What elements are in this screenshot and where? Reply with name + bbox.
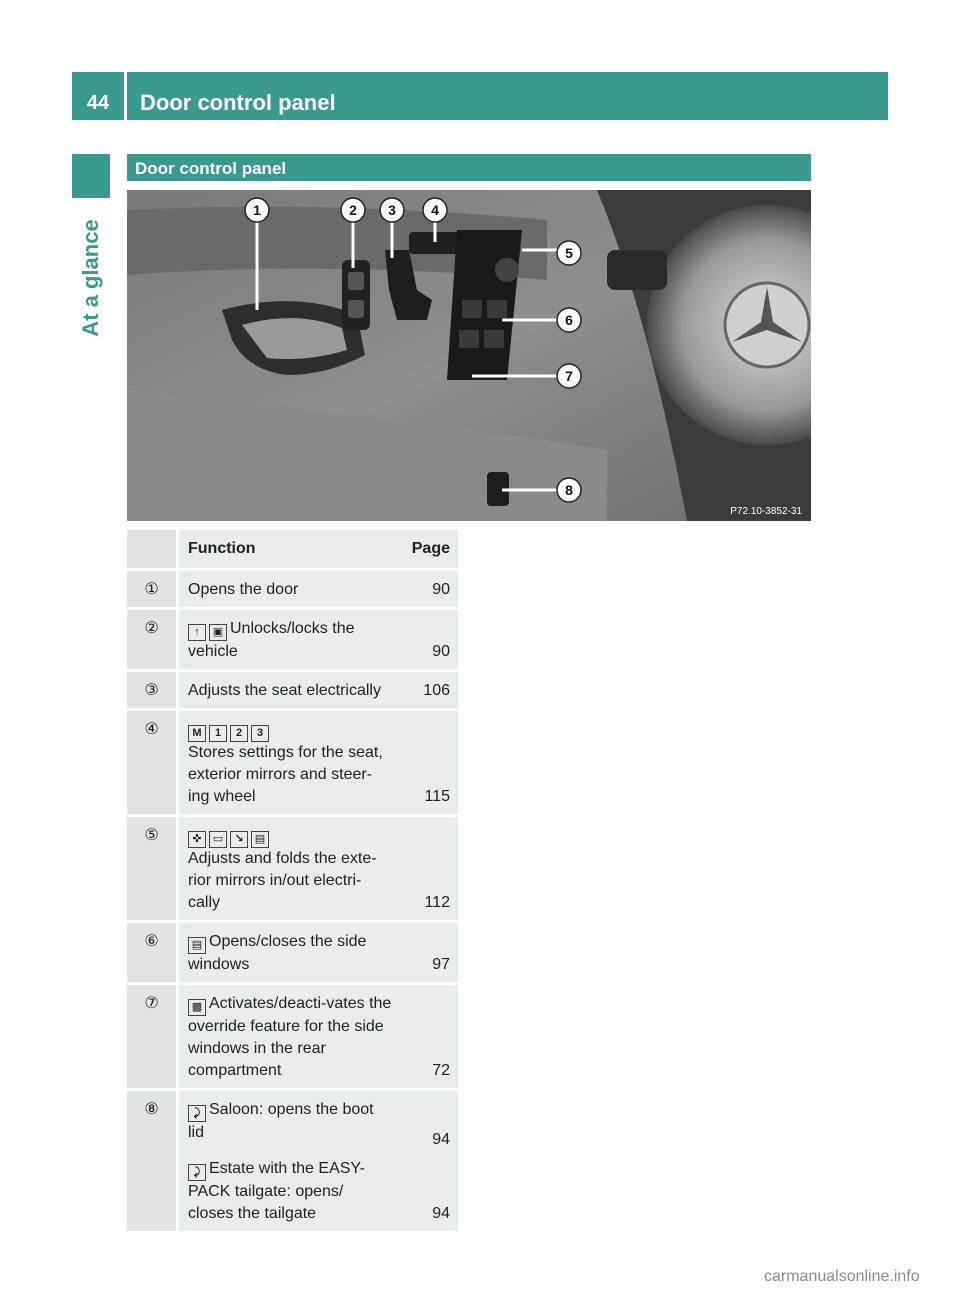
row-function: [178, 671, 393, 710]
header-page: Page: [392, 530, 458, 570]
control-symbol-icon: 2: [230, 725, 248, 742]
table-row: [127, 671, 458, 710]
watermark: carmanualsonline.info: [764, 1268, 920, 1285]
control-symbol-icon: ⤸: [188, 1105, 206, 1122]
function-text: Adjusts and folds the exte-rior mirrors in/out electri-cally: [188, 850, 377, 911]
chapter-label-text: At a glance: [78, 219, 103, 337]
row-page: [392, 1090, 458, 1233]
function-text: Opens/closes the side windows: [188, 933, 367, 973]
row-number: [127, 984, 178, 1090]
row-number: [127, 816, 178, 922]
callout-7: [557, 364, 581, 388]
page-ref: 94: [432, 1131, 450, 1148]
row-number-text: ③: [144, 682, 159, 699]
row-function: [178, 710, 393, 816]
row-page: [392, 671, 458, 710]
table-row: [127, 1090, 458, 1233]
control-symbol-icon: ▩: [188, 999, 206, 1016]
control-symbol-icon: ↑: [188, 624, 206, 641]
control-symbol-icon: ▤: [188, 937, 206, 954]
callout-1: [245, 198, 269, 222]
callout-5: [557, 241, 581, 265]
table-row: [127, 609, 458, 671]
table-row: [127, 984, 458, 1090]
row-function: [178, 570, 393, 609]
row-function: [178, 816, 393, 922]
section-title: Door control panel: [135, 159, 287, 178]
control-symbol-icon: ↘: [230, 831, 248, 848]
callout-4: [423, 198, 447, 222]
table-row: [127, 922, 458, 984]
callout-8: [557, 478, 581, 502]
svg-text:8: 8: [565, 482, 573, 498]
function-description: [188, 711, 392, 814]
control-symbol-icon: ▤: [251, 831, 269, 848]
row-number: [127, 609, 178, 671]
page-ref: 106: [423, 682, 450, 699]
page-ref: 115: [424, 788, 450, 805]
tailgate-icon: ⤸: [188, 1164, 206, 1181]
row-number: [127, 570, 178, 609]
row-number: [127, 922, 178, 984]
figure-code: P72.10-3852-31: [730, 506, 802, 517]
row-number: [127, 710, 178, 816]
function-description: [188, 1091, 392, 1150]
chapter-label: [72, 210, 110, 345]
function-text: Stores settings for the seat, exterior mirrors and steer-ing wheel: [188, 744, 383, 805]
chapter-tab: [72, 154, 110, 198]
section-header: [127, 154, 811, 181]
header-title: Door control panel: [140, 90, 336, 115]
table-row: [127, 816, 458, 922]
function-text-extra: Estate with the EASY-PACK tailgate: opens/ closes the tailgate: [188, 1160, 365, 1222]
table-header-row: [127, 530, 458, 570]
row-number: [127, 671, 178, 710]
control-symbol-icon: ▣: [209, 624, 227, 641]
door-panel-figure: [127, 190, 811, 521]
row-number-text: ①: [144, 581, 159, 598]
page-ref-extra: 94: [432, 1205, 450, 1222]
function-text: Adjusts the seat electrically: [188, 682, 381, 699]
svg-text:6: 6: [565, 312, 573, 328]
svg-text:3: 3: [388, 202, 396, 218]
row-number-text: ⑥: [144, 933, 159, 950]
page-ref: 97: [432, 956, 450, 973]
row-number: [127, 1090, 178, 1233]
function-text: Opens the door: [188, 581, 299, 598]
control-symbol-icon: 1: [209, 725, 227, 742]
row-page: [392, 570, 458, 609]
control-symbol-icon: ✜: [188, 831, 206, 848]
svg-text:2: 2: [349, 202, 357, 218]
table-row: [127, 710, 458, 816]
function-text: Activates/deacti-vates the override feature for the side windows in the rear compartment: [188, 995, 392, 1079]
header-function: Function: [178, 530, 393, 570]
function-description: [188, 610, 392, 669]
function-description: [188, 923, 392, 982]
row-page: [392, 922, 458, 984]
row-number-text: ②: [144, 620, 159, 637]
page-ref: 90: [432, 581, 450, 598]
svg-text:7: 7: [565, 368, 573, 384]
control-symbol-icon: ▭: [209, 831, 227, 848]
function-description: [188, 817, 392, 920]
row-page: [392, 816, 458, 922]
row-page: [392, 609, 458, 671]
function-description: [188, 571, 392, 607]
row-page: [392, 984, 458, 1090]
control-symbol-icon: 3: [251, 725, 269, 742]
function-text: Unlocks/locks the vehicle: [188, 620, 355, 660]
page-ref: 90: [432, 643, 450, 660]
function-description-extra: [188, 1150, 392, 1231]
row-function: [178, 984, 393, 1090]
header-divider: [124, 72, 127, 120]
callout-2: [341, 198, 365, 222]
svg-text:5: 5: [565, 245, 573, 261]
row-page: [392, 710, 458, 816]
function-description: [188, 985, 392, 1088]
callout-6: [557, 308, 581, 332]
page-header: [72, 72, 888, 120]
row-function: [178, 922, 393, 984]
row-number-text: ⑤: [144, 827, 159, 844]
row-function: [178, 609, 393, 671]
svg-text:4: 4: [431, 202, 439, 218]
row-number-text: ⑧: [144, 1101, 159, 1118]
page-ref: 112: [424, 894, 450, 911]
control-symbol-icon: M: [188, 725, 206, 742]
page-ref: 72: [432, 1062, 450, 1079]
callout-3: [380, 198, 404, 222]
table-row: [127, 570, 458, 609]
header-number: [127, 530, 178, 570]
row-number-text: ④: [144, 721, 159, 738]
svg-text:1: 1: [253, 202, 261, 218]
function-description: [188, 672, 392, 708]
row-number-text: ⑦: [144, 995, 159, 1012]
page-number: 44: [86, 92, 110, 114]
function-table: [127, 530, 458, 1234]
row-function: [178, 1090, 393, 1233]
function-text: Saloon: opens the boot lid: [188, 1101, 374, 1141]
